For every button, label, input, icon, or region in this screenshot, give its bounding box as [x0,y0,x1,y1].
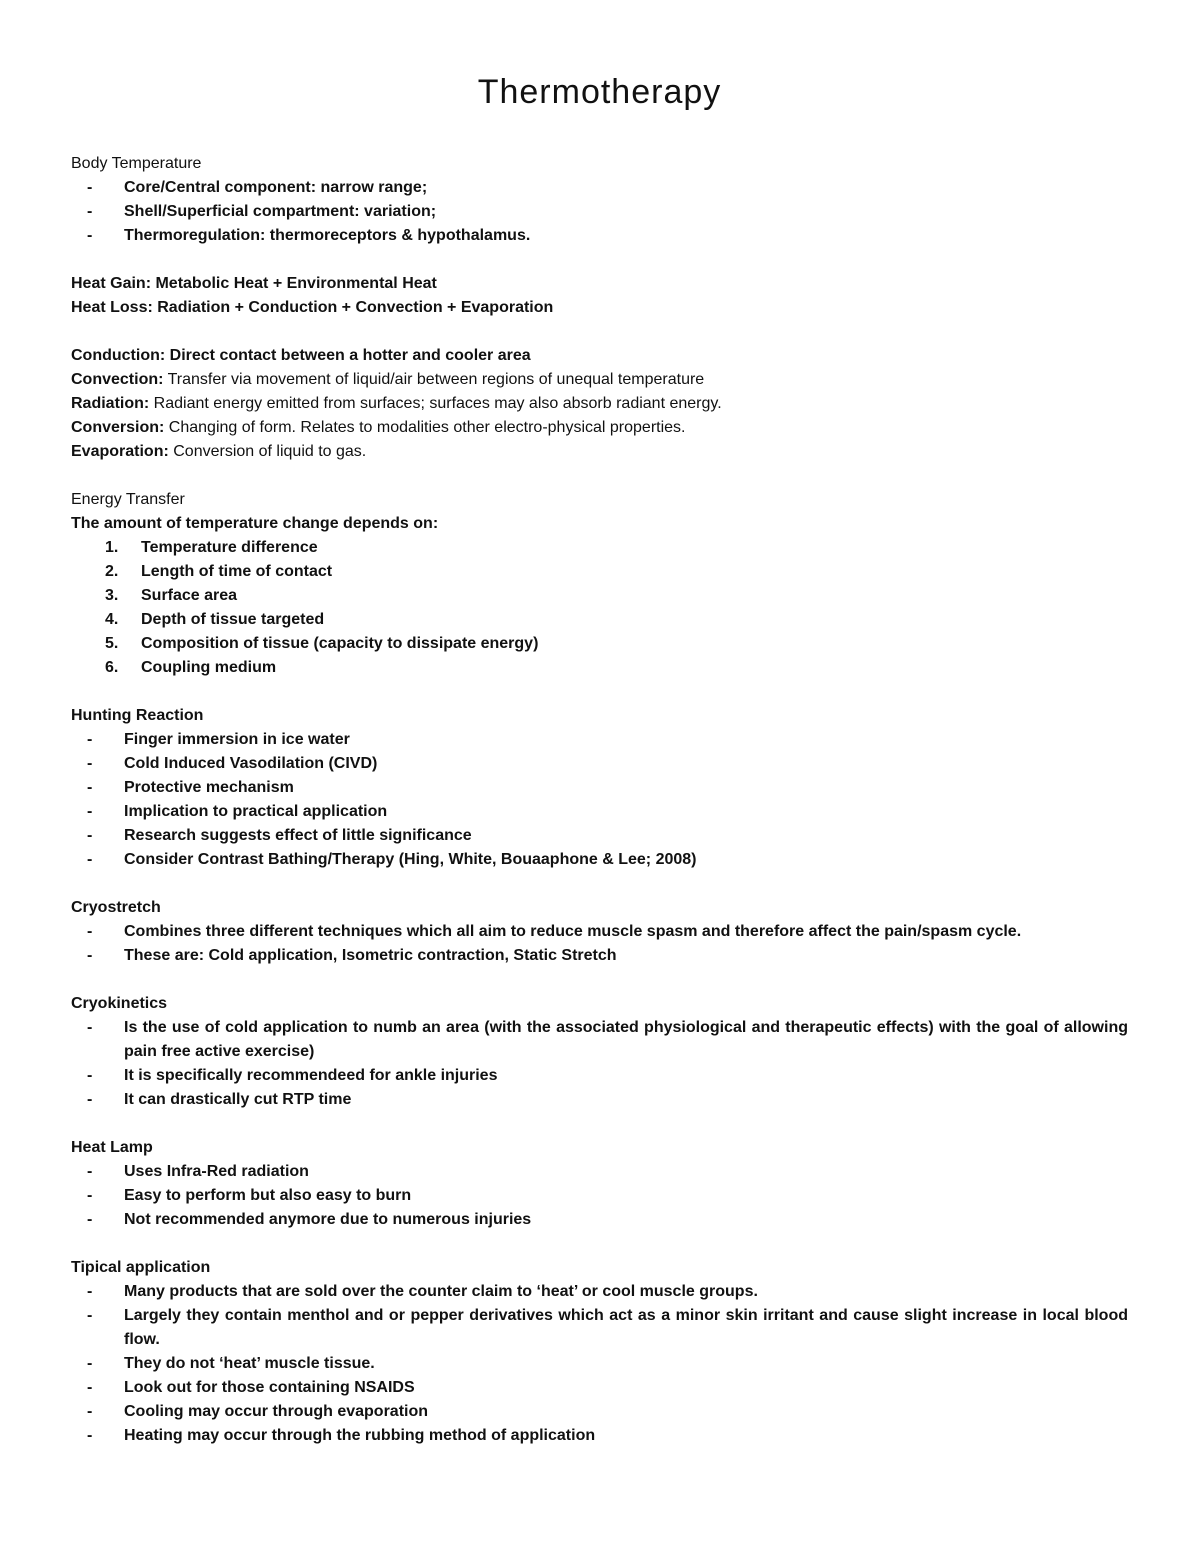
section-energy-transfer [71,488,1128,680]
list-item: - Largely they contain menthol and or pepper derivatives which act as a minor skin irritant and cause slight increase in local blood flow. [71,1304,1128,1352]
heat-gain-line: Heat Gain: Metabolic Heat + Environmental Heat [71,275,437,292]
list-item: - Shell/Superficial compartment: variation; [71,200,1128,224]
dash-marker: - [87,779,93,796]
definition-convection: Convection: Transfer via movement of liquid/air between regions of unequal temperature [71,371,705,388]
dash-marker: - [87,203,93,220]
list-item: - Implication to practical application [71,800,1128,824]
section-heading: Cryokinetics [71,995,168,1012]
dash-marker: - [87,1091,93,1108]
list-item: - Cold Induced Vasodilation (CIVD) [71,752,1128,776]
section-heat-balance [71,272,1128,320]
bullet-list [71,728,1128,872]
list-item: - Many products that are sold over the counter claim to ‘heat’ or cool muscle groups. [71,1280,1128,1304]
bullet-list [71,1280,1128,1448]
definition-radiation: Radiation: Radiant energy emitted from surfaces; surfaces may also absorb radiant energy. [71,395,722,412]
list-item: 1. Temperature difference [71,536,1128,560]
bullet-list [71,1016,1128,1112]
list-item: - It can drastically cut RTP time [71,1088,1128,1112]
dash-marker: - [87,851,93,868]
dash-marker: - [87,179,93,196]
page-title: Thermotherapy [477,73,722,111]
section-cryostretch [71,896,1128,968]
definition-conduction: Conduction: Direct contact between a hotter and cooler area [71,347,531,364]
dash-marker: - [87,947,93,964]
definition-evaporation: Evaporation: Conversion of liquid to gas. [71,443,367,460]
section-heading: Energy Transfer [71,491,185,508]
list-item: - Thermoregulation: thermoreceptors & hypothalamus. [71,224,1128,248]
number-marker: 3. [105,587,119,604]
definition-conversion: Conversion: Changing of form. Relates to modalities other electro-physical properties. [71,419,686,436]
section-hunting-reaction [71,704,1128,872]
section-heading: Tipical application [71,1259,211,1276]
list-item: - Combines three different techniques which all aim to reduce muscle spasm and therefore affect the pain/spasm cycle. [71,920,1128,944]
number-marker: 6. [105,659,119,676]
list-item: - Is the use of cold application to numb an area (with the associated physiological and therapeutic effects) with the goal of allowing pain free active exercise) [71,1016,1128,1064]
dash-marker: - [87,827,93,844]
section-cryokinetics [71,992,1128,1112]
dash-marker: - [87,1211,93,1228]
list-item: - Finger immersion in ice water [71,728,1128,752]
list-item: - Uses Infra-Red radiation [71,1160,1128,1184]
list-item: - Heating may occur through the rubbing method of application [71,1424,1128,1448]
number-marker: 5. [105,635,119,652]
dash-marker: - [87,755,93,772]
section-definitions [71,344,1128,464]
number-marker: 4. [105,611,119,628]
section-body-temperature [71,152,1128,248]
numbered-list [71,536,1128,680]
list-item: 4. Depth of tissue targeted [71,608,1128,632]
list-item: - Protective mechanism [71,776,1128,800]
dash-marker: - [87,1019,93,1036]
list-item: - They do not ‘heat’ muscle tissue. [71,1352,1128,1376]
bullet-list [71,1160,1128,1232]
dash-marker: - [87,803,93,820]
bullet-list [71,920,1128,968]
heat-loss-line: Heat Loss: Radiation + Conduction + Convection + Evaporation [71,299,554,316]
section-topical-application [71,1256,1128,1448]
list-item: - Look out for those containing NSAIDS [71,1376,1128,1400]
list-item: - Core/Central component: narrow range; [71,176,1128,200]
dash-marker: - [87,731,93,748]
dash-marker: - [87,1403,93,1420]
section-heading: Heat Lamp [71,1139,153,1156]
list-item: - Cooling may occur through evaporation [71,1400,1128,1424]
dash-marker: - [87,1307,93,1324]
dash-marker: - [87,1355,93,1372]
section-heading: Cryostretch [71,899,161,916]
dash-marker: - [87,1067,93,1084]
energy-transfer-intro: The amount of temperature change depends on: [71,515,439,532]
list-item: 2. Length of time of contact [71,560,1128,584]
dash-marker: - [87,1427,93,1444]
list-item: - It is specifically recommendeed for ankle injuries [71,1064,1128,1088]
dash-marker: - [87,1163,93,1180]
section-heading: Hunting Reaction [71,707,204,724]
dash-marker: - [87,1379,93,1396]
bullet-list [71,176,1128,248]
list-item: 6. Coupling medium [71,656,1128,680]
dash-marker: - [87,227,93,244]
section-heat-lamp [71,1136,1128,1232]
list-item: - Research suggests effect of little significance [71,824,1128,848]
list-item: 5. Composition of tissue (capacity to dissipate energy) [71,632,1128,656]
number-marker: 1. [105,539,119,556]
dash-marker: - [87,923,93,940]
number-marker: 2. [105,563,119,580]
list-item: - Consider Contrast Bathing/Therapy (Hing, White, Bouaaphone & Lee; 2008) [71,848,1128,872]
list-item: 3. Surface area [71,584,1128,608]
list-item: - Not recommended anymore due to numerous injuries [71,1208,1128,1232]
list-item: - These are: Cold application, Isometric contraction, Static Stretch [71,944,1128,968]
dash-marker: - [87,1283,93,1300]
list-item: - Easy to perform but also easy to burn [71,1184,1128,1208]
dash-marker: - [87,1187,93,1204]
section-heading: Body Temperature [71,155,202,172]
